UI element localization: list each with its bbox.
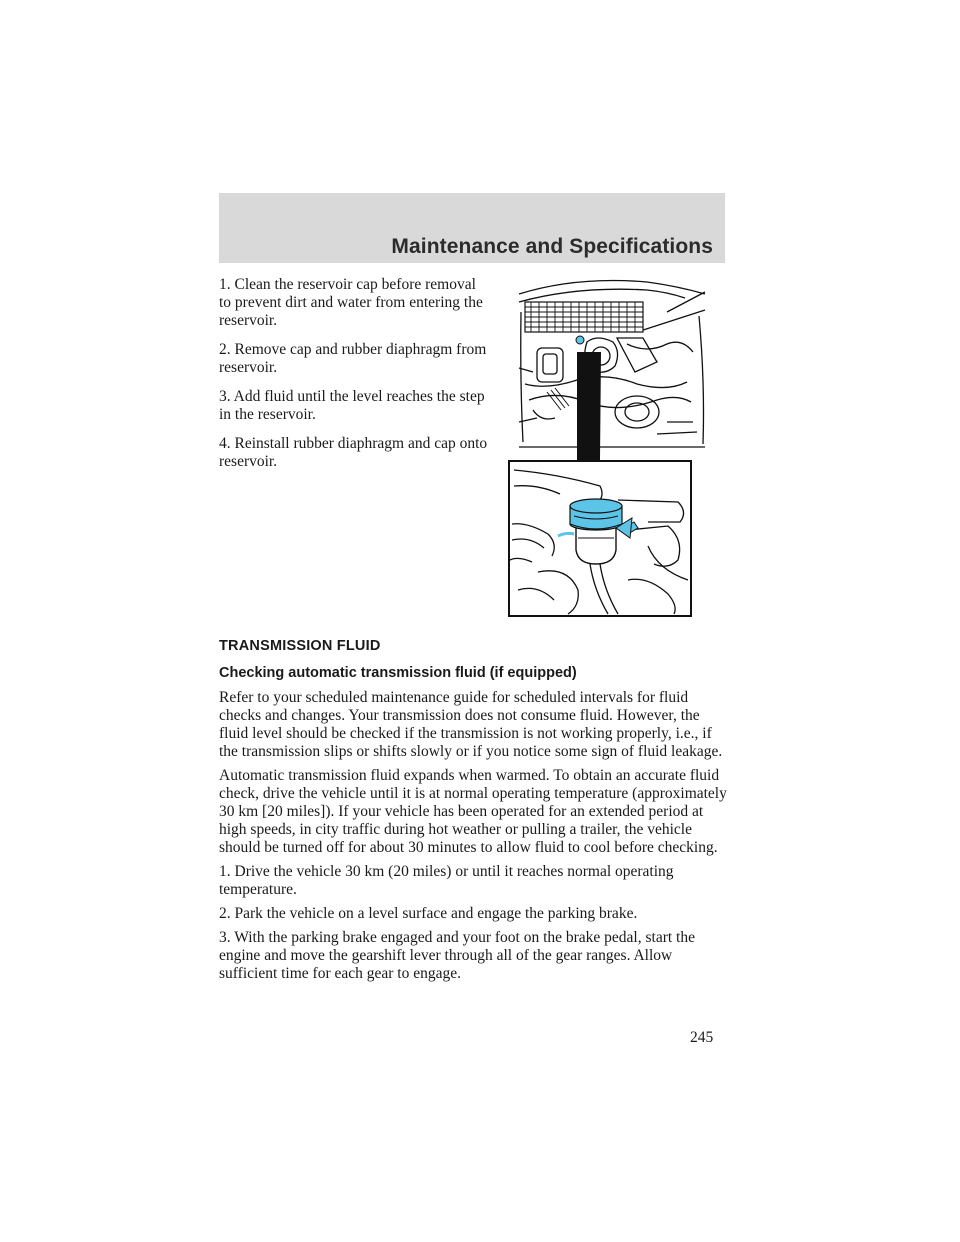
step-2: 2. Remove cap and rubber diaphragm from reservoir. <box>219 341 487 376</box>
step-3: 3. Add fluid until the level reaches the step in the reservoir. <box>219 388 485 423</box>
paragraph: 2. Park the vehicle on a level surface and engage the parking brake. <box>219 905 638 922</box>
transmission-fluid-section <box>219 637 731 989</box>
engine-compartment-illustration <box>517 272 708 460</box>
paragraph: 3. With the parking brake engaged and your foot on the brake pedal, start the engine and move the gearshift lever through all of the gear ranges. Allow sufficient time for each gear to engage. <box>219 929 695 982</box>
reservoir-closeup-illustration <box>508 460 692 617</box>
paragraph: Automatic transmission fluid expands when warmed. To obtain an accurate fluid check, drive the vehicle until it is at normal operating temperature (approximately 30 km [20 miles]). If your vehicle has been operated for an extended period at high speeds, in city traffic during hot weather or pulling a trailer, the vehicle should be turned off for about 30 minutes to allow fluid to cool before checking. <box>219 767 727 856</box>
step-4: 4. Reinstall rubber diaphragm and cap onto reservoir. <box>219 435 488 470</box>
paragraph: Refer to your scheduled maintenance guide for scheduled intervals for fluid checks and changes. Your transmission does not consume fluid. However, the fluid level should be checked if the transmission is not working properly, i.e., if the transmission slips or shifts slowly or if you notice some sign of fluid leakage. <box>219 689 723 760</box>
section-header-bar <box>219 193 725 263</box>
section-subheading: Checking automatic transmission fluid (if equipped) <box>219 665 577 681</box>
paragraph: 1. Drive the vehicle 30 km (20 miles) or until it reaches normal operating temperature. <box>219 863 674 898</box>
section-heading: TRANSMISSION FLUID <box>219 638 381 654</box>
section-header-title: Maintenance and Specifications <box>391 235 713 258</box>
step-1: 1. Clean the reservoir cap before removal to prevent dirt and water from entering the reservoir. <box>219 276 483 329</box>
reservoir-steps <box>219 276 489 482</box>
page-number: 245 <box>690 1029 714 1046</box>
